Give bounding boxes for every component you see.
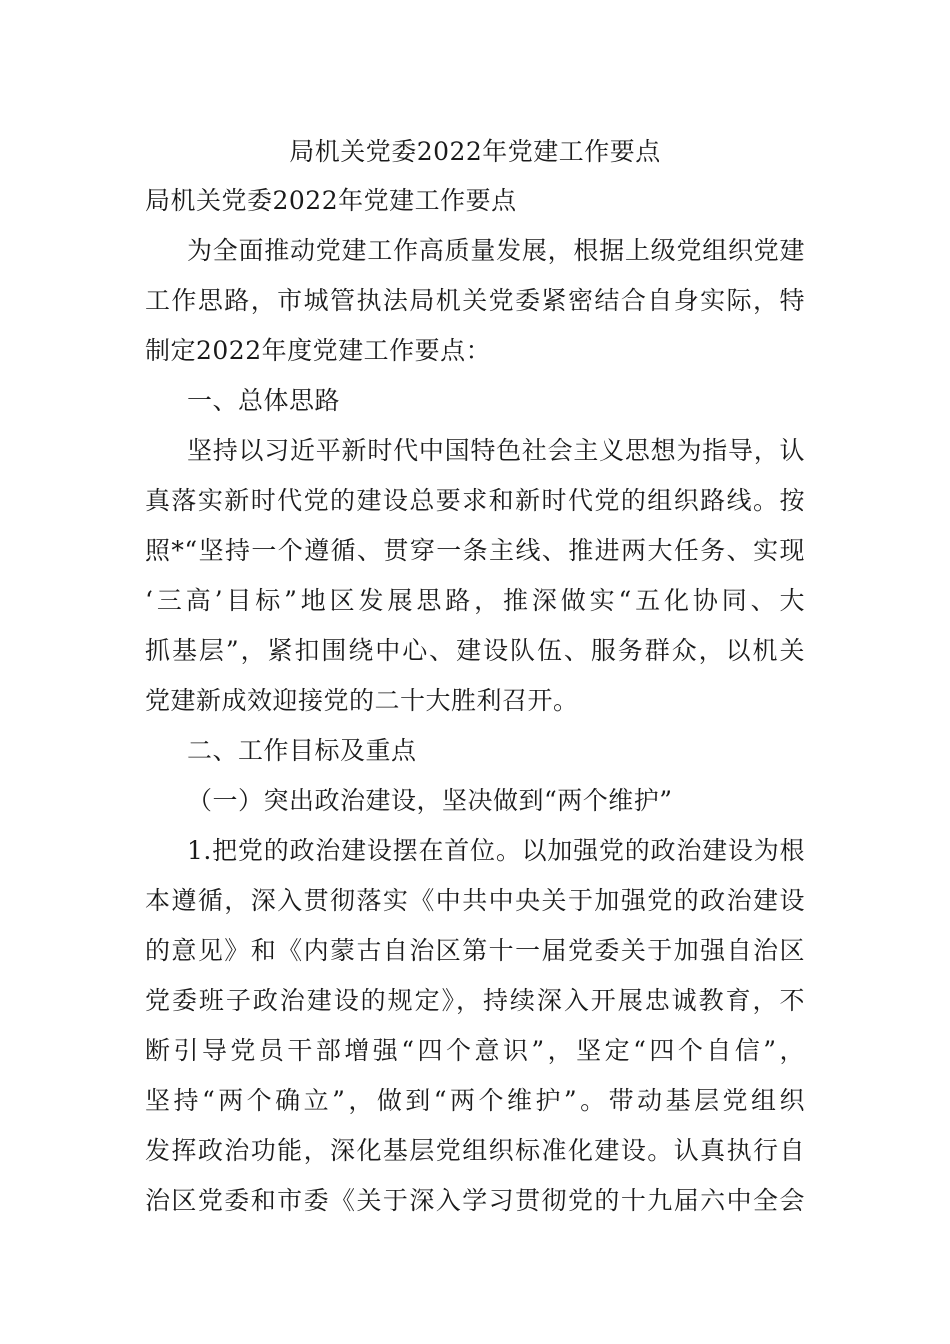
- text-line: 发挥政治功能，深化基层党组织标准化建设。认真执行自: [145, 1136, 805, 1165]
- subsection-heading: （一）突出政治建设，坚决做到“两个维护”: [187, 786, 673, 815]
- section-heading: 一、总体思路: [187, 386, 341, 415]
- text-line: 1.把党的政治建设摆在首位。以加强党的政治建设为根: [187, 836, 805, 865]
- text-line: 的意见》和《内蒙古自治区第十一届党委关于加强自治区: [145, 936, 805, 965]
- text-line: 治区党委和市委《关于深入学习贯彻党的十九届六中全会: [145, 1186, 805, 1215]
- text-line: 真落实新时代党的建设总要求和新时代党的组织路线。按: [145, 486, 805, 515]
- text-line: 照*“坚持一个遵循、贯穿一条主线、推进两大任务、实现: [145, 536, 805, 565]
- text-line: ‘三高’目标”地区发展思路，推深做实“五化协同、大: [145, 586, 805, 615]
- text-line: 制定2022年度党建工作要点：: [145, 336, 492, 365]
- text-line: 党委班子政治建设的规定》，持续深入开展忠诚教育，不: [145, 986, 805, 1015]
- text-line: 为全面推动党建工作高质量发展，根据上级党组织党建: [187, 236, 805, 265]
- text-line: 断引导党员干部增强“四个意识”，坚定“四个自信”，: [145, 1036, 805, 1065]
- text-line: 党建新成效迎接党的二十大胜利召开。: [145, 686, 579, 715]
- text-line: 坚持“两个确立”，做到“两个维护”。带动基层党组织: [145, 1086, 805, 1115]
- document-subtitle: 局机关党委2022年党建工作要点: [145, 186, 517, 215]
- document-title: 局机关党委2022年党建工作要点: [289, 137, 661, 166]
- text-line: 坚持以习近平新时代中国特色社会主义思想为指导，认: [187, 436, 805, 465]
- text-line: 本遵循，深入贯彻落实《中共中央关于加强党的政治建设: [145, 886, 805, 915]
- text-line: 抓基层”，紧扣围绕中心、建设队伍、服务群众，以机关: [145, 636, 805, 665]
- text-line: 工作思路，市城管执法局机关党委紧密结合自身实际，特: [145, 286, 805, 315]
- section-heading: 二、工作目标及重点: [187, 736, 417, 765]
